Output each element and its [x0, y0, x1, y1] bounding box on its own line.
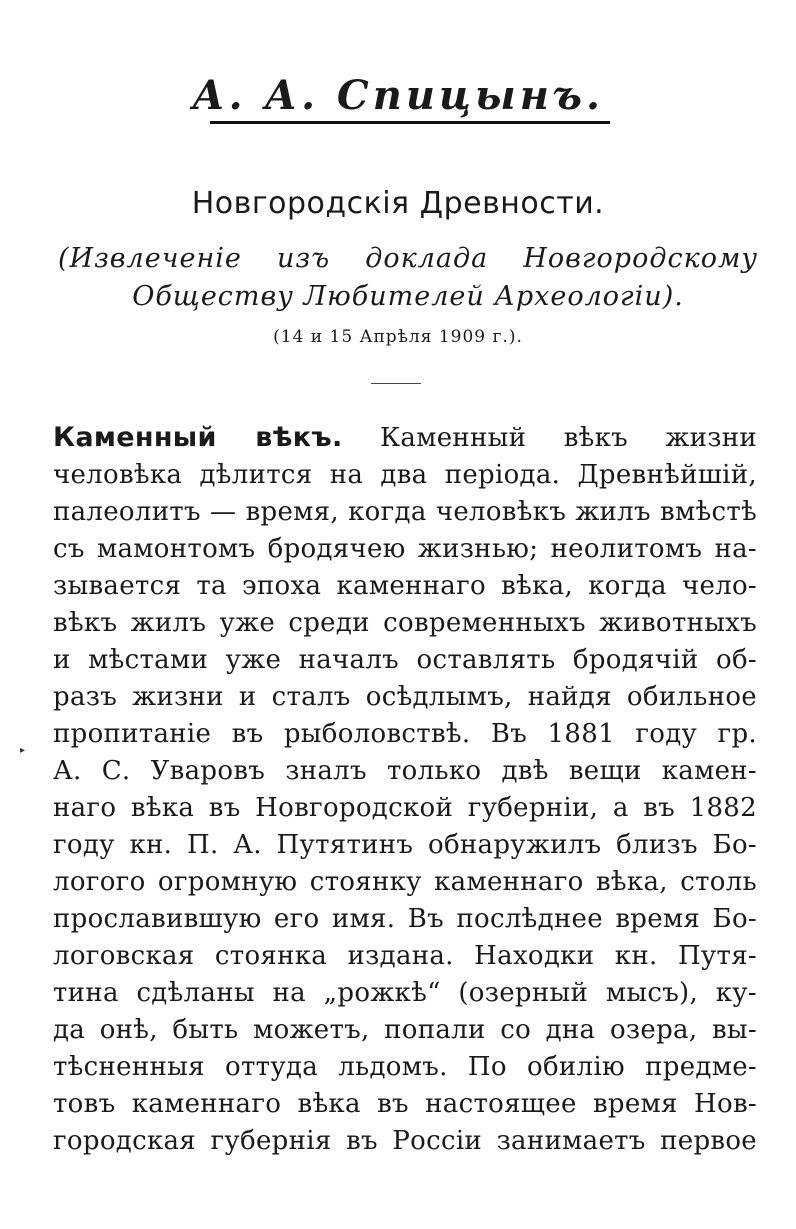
body-line: разъ жизни и сталъ осѣдлымъ, найдя обильное [53, 682, 757, 712]
author-underline [210, 121, 610, 124]
body-line: пропитаніе въ рыболовствѣ. Въ 1881 году гр. [53, 719, 757, 749]
body-text [53, 419, 757, 1160]
margin-mark: ▸ [20, 745, 26, 756]
body-line: и мѣстами уже началъ оставлять бродячій об- [53, 645, 757, 675]
body-line: году кн. П. А. Путятинъ обнаружилъ близъ Бо- [53, 830, 757, 860]
article-subtitle: (Извлеченіе изъ доклада Новгородскому Обществу Любителей Археологіи). [58, 243, 758, 312]
body-line: городская губернія въ Россіи занимаетъ первое [53, 1126, 757, 1156]
body-line: тина сдѣланы на „рожкѣ“ (озерный мысъ), ку- [53, 978, 757, 1008]
body-line: логого огромную стоянку каменнаго вѣка, столь [53, 867, 757, 897]
body-line: съ мамонтомъ бродячею жизнью; неолитомъ на- [53, 534, 757, 564]
body-line: человѣка дѣлится на два періода. Древнѣйшій, [53, 460, 757, 490]
body-line: наго вѣка въ Новгородской губерніи, а въ 1882 [53, 793, 757, 823]
article-date: (14 и 15 Апрѣля 1909 г.). [273, 327, 523, 347]
body-line: палеолитъ — время, когда человѣкъ жилъ вмѣстѣ [53, 497, 757, 527]
author-heading: А. А. Спицынъ. [192, 72, 604, 119]
body-line: вѣкъ жилъ уже среди современныхъ животныхъ [53, 608, 757, 638]
article-title: Новгородскія Древности. [191, 186, 605, 221]
body-line: да онѣ, быть можетъ, попали со дна озера, вы- [53, 1015, 757, 1045]
section-lead: Каменный вѣкъ. [53, 422, 343, 453]
section-divider [371, 383, 421, 384]
body-line: товъ каменнаго вѣка въ настоящее время Нов- [53, 1089, 757, 1119]
body-line: тѣсненныя оттуда льдомъ. По обилію предме- [53, 1052, 757, 1082]
body-line: Каменный вѣкъ. Каменный вѣкъ жизни [53, 422, 757, 453]
body-line: прославившую его имя. Въ послѣднее время Бо- [53, 904, 757, 934]
body-line: зывается та эпоха каменнаго вѣка, когда чело- [53, 571, 757, 601]
body-line: А. С. Уваровъ зналъ только двѣ вещи камен- [53, 756, 757, 786]
body-line: логовская стоянка издана. Находки кн. Путя- [53, 941, 757, 971]
